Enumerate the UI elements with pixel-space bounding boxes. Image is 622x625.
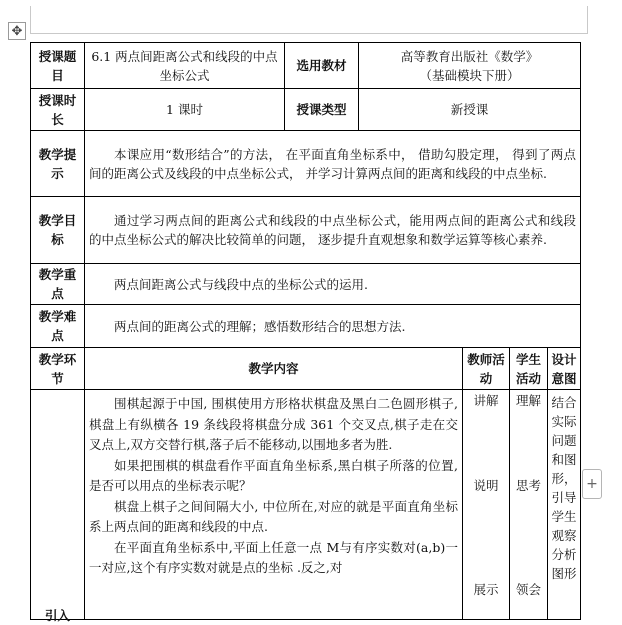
intro-content-cell[interactable] xyxy=(85,390,463,620)
design-text: 问题 xyxy=(551,433,577,448)
design-text: 图形 xyxy=(551,566,577,581)
teacher-activity: 说明 xyxy=(473,478,499,493)
design-text: 形， xyxy=(551,471,577,486)
intro-stage-cell xyxy=(31,390,85,623)
page-margin-guide xyxy=(30,33,588,34)
teacher-activity-header: 教师活动 xyxy=(463,348,510,390)
table-move-handle-icon[interactable]: ✥ xyxy=(8,22,26,40)
design-text: 观察 xyxy=(551,528,577,543)
textbook-value[interactable] xyxy=(359,43,581,89)
design-text: 学生 xyxy=(551,509,577,524)
row-headers xyxy=(31,348,581,390)
student-activity-header: 学生活动 xyxy=(510,348,548,390)
student-activity: 理解 xyxy=(515,393,541,408)
goal-label: 教学目标 xyxy=(31,197,85,264)
design-text: 和图 xyxy=(551,452,577,467)
row-hint xyxy=(31,131,581,197)
teacher-activity: 展示 xyxy=(473,582,499,597)
key-point-label: 教学重点 xyxy=(31,264,85,305)
intro-paragraph: 围棋起源于中国, 围棋使用方形格状棋盘及黑白二色圆形棋子,棋盘上有纵横各 19 条线段将棋盘分成 361 个交叉点,棋子走在交叉点上,双方交替行棋,落子后不能移动,以围地多者为胜. xyxy=(89,396,458,452)
student-activity: 领会 xyxy=(515,582,541,597)
topic-label: 授课题目 xyxy=(31,43,85,89)
intro-paragraph: 如果把围棋的棋盘看作平面直角坐标系,黑白棋子所落的位置,是否可以用点的坐标表示呢？ xyxy=(89,457,458,493)
row-difficulty xyxy=(31,305,581,348)
lesson-plan-table xyxy=(30,42,581,623)
add-row-plus-icon[interactable]: + xyxy=(582,469,602,499)
difficulty-label: 教学难点 xyxy=(31,305,85,348)
design-text: 结合 xyxy=(551,395,577,410)
textbook-label: 选用教材 xyxy=(285,43,359,89)
hint-label: 教学提示 xyxy=(31,131,85,197)
lesson-type-value[interactable]: 新授课 xyxy=(359,89,581,131)
page-corner-guide-left xyxy=(30,6,31,33)
page-corner-guide-right xyxy=(587,6,588,33)
row-key-point xyxy=(31,264,581,305)
design-text: 引导 xyxy=(551,490,577,505)
design-intent-header: 设计意图 xyxy=(548,348,581,390)
design-intent-cell[interactable] xyxy=(548,390,581,620)
duration-label: 授课时长 xyxy=(31,89,85,131)
row-topic xyxy=(31,43,581,89)
intro-stage-label: 引入 xyxy=(44,608,70,623)
stage-header: 教学环节 xyxy=(31,348,85,390)
row-goal xyxy=(31,197,581,264)
duration-value[interactable]: 1 课时 xyxy=(85,89,285,131)
design-text: 实际 xyxy=(551,414,577,429)
teacher-activity: 讲解 xyxy=(473,393,499,408)
lesson-type-label: 授课类型 xyxy=(285,89,359,131)
goal-text[interactable]: 通过学习两点间的距离公式和线段的中点坐标公式，能用两点间的距离公式和线段的中点坐标公式的解决比较简单的问题， 逐步提升直观想象和数学运算等核心素养. xyxy=(85,197,581,264)
row-intro xyxy=(31,390,581,620)
intro-paragraph: 在平面直角坐标系中,平面上任意一点 M与有序实数对(a,b)一一对应,这个有序实数对就是点的坐标 .反之,对 xyxy=(89,539,458,575)
row-duration xyxy=(31,89,581,131)
design-text: 分析 xyxy=(551,547,577,562)
student-activity-cell[interactable] xyxy=(510,390,548,620)
student-activity: 思考 xyxy=(515,478,541,493)
key-point-text[interactable]: 两点间距离公式与线段中点的坐标公式的运用. xyxy=(85,264,581,305)
intro-paragraph: 棋盘上棋子之间间隔大小, 中位所在,对应的就是平面直角坐标系上两点间的距离和线段的中点. xyxy=(89,498,458,534)
topic-value[interactable]: 6.1 两点间距离公式和线段的中点坐标公式 xyxy=(85,43,285,89)
content-header: 教学内容 xyxy=(85,348,463,390)
textbook-module: （基础模块下册） xyxy=(419,67,520,83)
difficulty-text[interactable]: 两点间的距离公式的理解；感悟数形结合的思想方法. xyxy=(85,305,581,348)
hint-text[interactable]: 本课应用“数形结合”的方法， 在平面直角坐标系中， 借助勾股定理， 得到了两点间的距离公式及线段的中点坐标公式， 并学习计算两点间的距离和线段的中点坐标. xyxy=(85,131,581,197)
textbook-name: 高等教育出版社《数学》 xyxy=(400,48,539,64)
teacher-activity-cell[interactable] xyxy=(463,390,510,620)
